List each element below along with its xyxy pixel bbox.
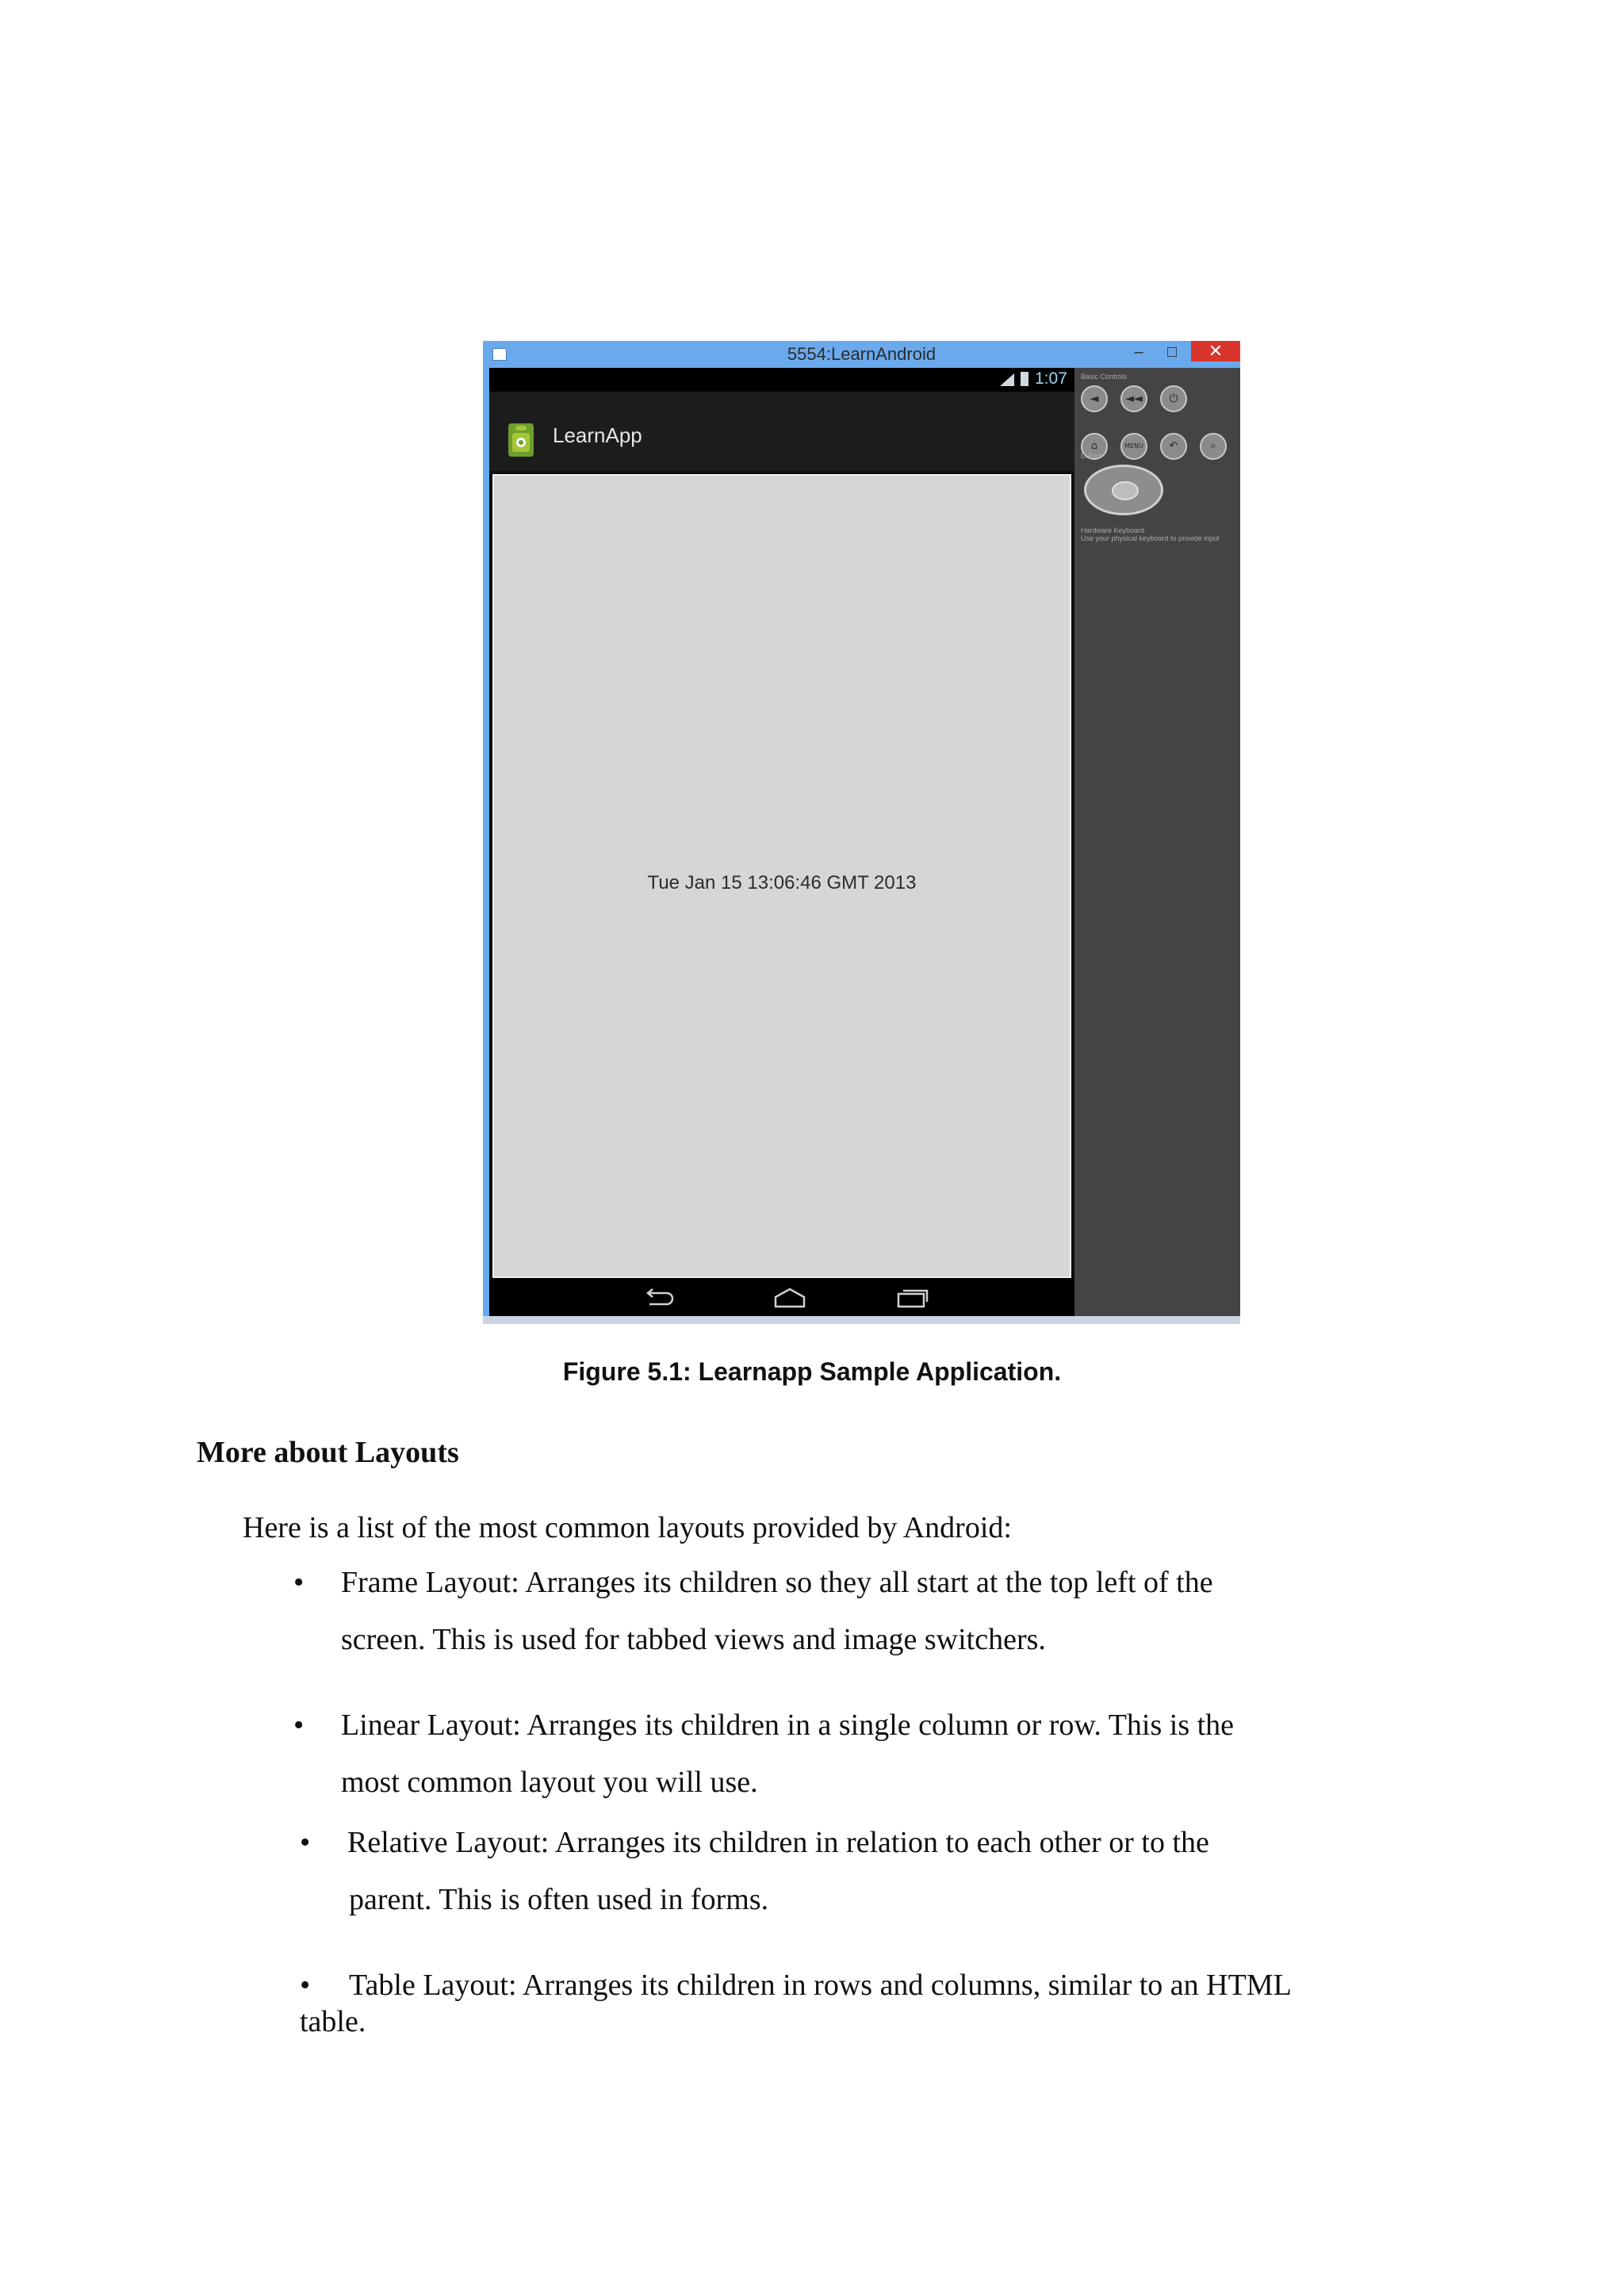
android-robot-icon <box>504 420 538 460</box>
navigation-bar <box>489 1278 1074 1316</box>
hardware-keyboard-label: Hardware Keyboard <box>1081 526 1145 534</box>
bullet-mark: • <box>293 1709 304 1742</box>
volume-down-button[interactable]: ◄ <box>1081 385 1108 412</box>
section-heading: More about Layouts <box>197 1436 459 1469</box>
dpad-center-button[interactable] <box>1112 481 1139 500</box>
bullet-mark: • <box>300 1969 311 2002</box>
list-item-line: table. <box>300 2005 366 2038</box>
signal-icon <box>998 372 1016 388</box>
bullet-mark: • <box>293 1566 304 1599</box>
date-text: Tue Jan 15 13:06:46 GMT 2013 <box>647 872 917 894</box>
intro-paragraph: Here is a list of the most common layouts provided by Android: <box>243 1511 1012 1544</box>
back-key-button[interactable]: ↶ <box>1160 433 1187 460</box>
list-item-line: Frame Layout: Arranges its children so they all start at the top left of the <box>341 1566 1213 1599</box>
emulator-controls-panel <box>1074 368 1240 1316</box>
minimize-button[interactable]: – <box>1134 343 1143 361</box>
list-item-line: screen. This is used for tabbed views and image switchers. <box>341 1623 1046 1656</box>
list-item-line: Table Layout: Arranges its children in rows and columns, similar to an HTML <box>349 1969 1292 2002</box>
status-clock: 1:07 <box>1035 369 1067 388</box>
dpad-label: D-Pad <box>1081 452 1101 460</box>
window-titlebar <box>483 341 1240 368</box>
search-key-button[interactable]: ⌕ <box>1200 433 1227 460</box>
window-bottom-edge <box>483 1316 1240 1324</box>
power-button[interactable]: ⏻ <box>1160 385 1187 412</box>
maximize-button[interactable]: □ <box>1166 343 1178 361</box>
bullet-mark: • <box>300 1826 311 1859</box>
close-button[interactable]: ✕ <box>1191 341 1240 362</box>
dpad-control[interactable] <box>1084 465 1163 515</box>
recent-apps-icon[interactable] <box>894 1286 932 1310</box>
device-screen <box>489 368 1074 1316</box>
list-item-line: Relative Layout: Arranges its children in relation to each other or to the <box>347 1826 1209 1859</box>
hardware-buttons-label: Basic Controls <box>1081 373 1128 381</box>
home-icon[interactable] <box>771 1286 809 1310</box>
home-key-button[interactable]: ⌂ <box>1081 433 1108 460</box>
figure-caption: Figure 5.1: Learnapp Sample Application. <box>562 1357 1062 1386</box>
app-title: LearnApp <box>553 423 642 447</box>
battery-icon <box>1021 372 1028 386</box>
window-title: 5554:LearnAndroid <box>787 344 936 364</box>
app-content-area <box>492 474 1071 1278</box>
action-bar <box>489 392 1074 471</box>
list-item-line: most common layout you will use. <box>341 1766 758 1799</box>
list-item-line: parent. This is often used in forms. <box>349 1883 769 1916</box>
back-arrow-icon[interactable] <box>640 1286 678 1310</box>
emulator-window <box>483 341 1240 1324</box>
menu-key-button[interactable]: MENU <box>1120 433 1147 460</box>
status-bar <box>489 368 1074 392</box>
hardware-keyboard-hint: Use your physical keyboard to provide input <box>1081 534 1220 542</box>
list-item-line: Linear Layout: Arranges its children in a single column or row. This is the <box>341 1709 1235 1742</box>
volume-up-button[interactable]: ◄◄ <box>1120 385 1147 412</box>
